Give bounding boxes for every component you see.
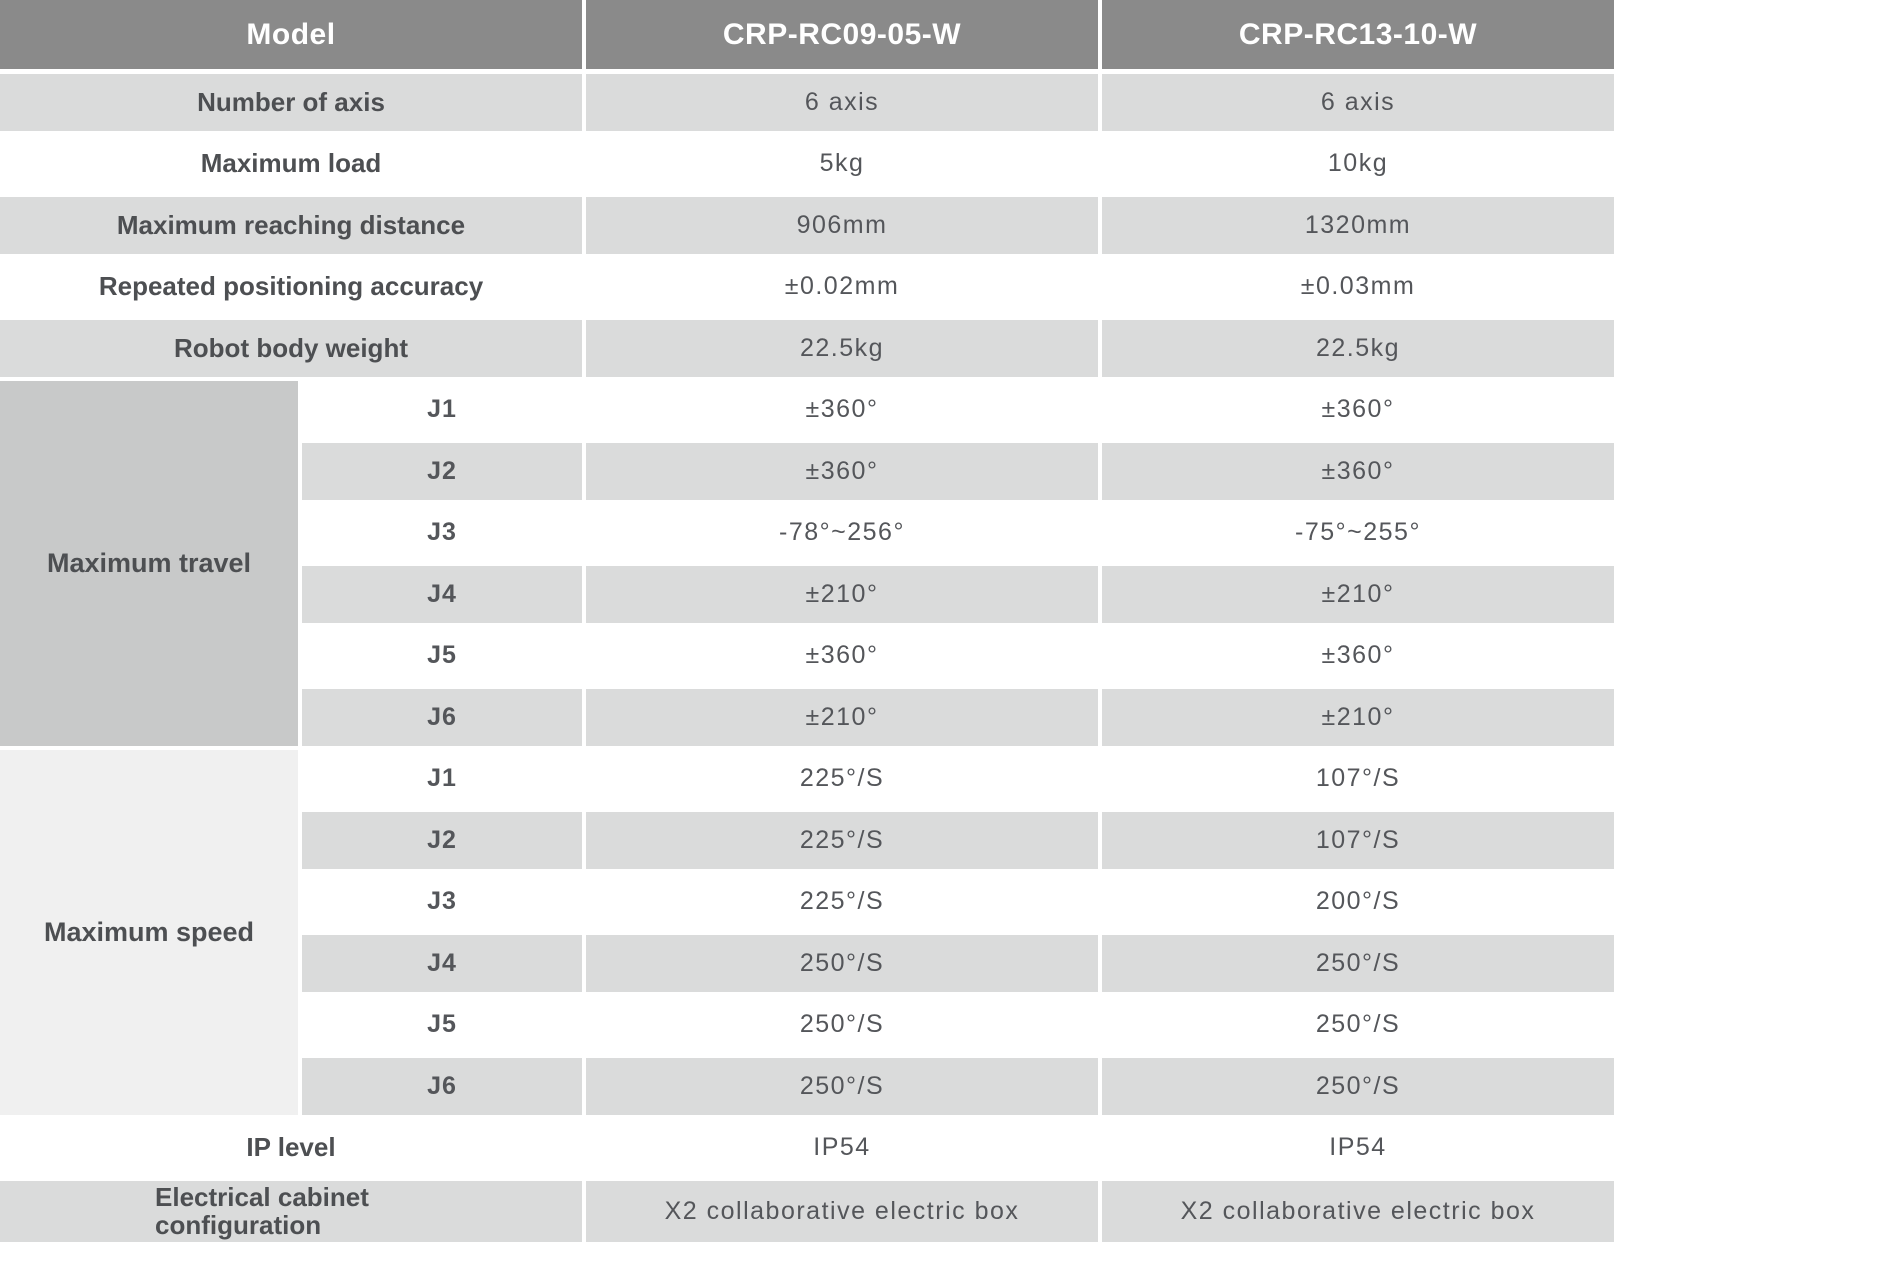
value-ip-level-col2 bbox=[1102, 1119, 1614, 1176]
value-text: ±360° bbox=[1321, 395, 1395, 423]
value-text: 250°/S bbox=[1315, 948, 1401, 977]
joint-label-text: J6 bbox=[427, 1071, 457, 1100]
group-cell-maximum-speed bbox=[0, 750, 298, 1115]
travel-joint-label-j1 bbox=[302, 381, 582, 438]
value-text: X2 collaborative electric box bbox=[1180, 1196, 1536, 1225]
speed-j6-col1 bbox=[586, 1058, 1098, 1115]
row-label-repeated-positioning-accuracy bbox=[0, 258, 582, 315]
row-label-ip-level bbox=[0, 1119, 582, 1176]
travel-j4-col2 bbox=[1102, 566, 1614, 623]
group-label-text: Maximum speed bbox=[43, 916, 255, 947]
value-text: -75°~255° bbox=[1295, 518, 1421, 546]
value-text: ±360° bbox=[805, 641, 879, 669]
row-label-text: Maximum reaching distance bbox=[116, 209, 466, 240]
value-text: ±360° bbox=[1321, 456, 1395, 485]
row-label-text: IP level bbox=[246, 1132, 336, 1162]
value-text: ±210° bbox=[805, 702, 879, 731]
speed-joint-label-j5 bbox=[302, 996, 582, 1053]
value-accuracy-col1 bbox=[586, 258, 1098, 315]
value-reaching-distance-col2 bbox=[1102, 197, 1614, 254]
value-text: 250°/S bbox=[1315, 1010, 1401, 1038]
header-model bbox=[0, 0, 582, 69]
speed-joint-label-j1 bbox=[302, 750, 582, 807]
travel-j4-col1 bbox=[586, 566, 1098, 623]
value-body-weight-col2 bbox=[1102, 320, 1614, 377]
value-electrical-cabinet-col2 bbox=[1102, 1181, 1614, 1242]
speed-joint-label-j6 bbox=[302, 1058, 582, 1115]
travel-joint-label-j2 bbox=[302, 443, 582, 500]
row-label-maximum-reaching-distance bbox=[0, 197, 582, 254]
value-text: IP54 bbox=[813, 1133, 871, 1161]
value-text: 6 axis bbox=[804, 87, 880, 116]
group-label-text: Maximum travel bbox=[46, 547, 252, 578]
value-electrical-cabinet-col1 bbox=[586, 1181, 1098, 1242]
travel-j6-col2 bbox=[1102, 689, 1614, 746]
speed-j1-col1 bbox=[586, 750, 1098, 807]
speed-j4-col2 bbox=[1102, 935, 1614, 992]
joint-label-text: J1 bbox=[427, 764, 457, 792]
value-text: ±0.02mm bbox=[784, 272, 900, 300]
value-text: ±360° bbox=[805, 395, 879, 423]
value-ip-level-col1 bbox=[586, 1119, 1098, 1176]
speed-j3-col2 bbox=[1102, 873, 1614, 930]
header-model-crp-rc09-05-w bbox=[586, 0, 1098, 69]
speed-joint-label-j4 bbox=[302, 935, 582, 992]
value-text: 250°/S bbox=[799, 1071, 885, 1100]
value-text: 225°/S bbox=[799, 887, 885, 915]
value-maximum-load-col2 bbox=[1102, 135, 1614, 192]
header-model-label: Model bbox=[246, 17, 336, 51]
value-text: 906mm bbox=[796, 210, 888, 239]
row-label-number-of-axis bbox=[0, 74, 582, 131]
speed-joint-label-j3 bbox=[302, 873, 582, 930]
header-col1-label: CRP-RC09-05-W bbox=[722, 17, 962, 51]
value-text: ±210° bbox=[805, 579, 879, 608]
joint-label-text: J1 bbox=[427, 395, 457, 423]
speed-j4-col1 bbox=[586, 935, 1098, 992]
value-text: 250°/S bbox=[799, 948, 885, 977]
travel-j5-col1 bbox=[586, 627, 1098, 684]
speed-joint-label-j2 bbox=[302, 812, 582, 869]
row-label-maximum-load bbox=[0, 135, 582, 192]
joint-label-text: J4 bbox=[427, 948, 457, 977]
row-label-text: Maximum load bbox=[200, 148, 382, 178]
value-body-weight-col1 bbox=[586, 320, 1098, 377]
travel-joint-label-j4 bbox=[302, 566, 582, 623]
value-text: 22.5kg bbox=[1315, 333, 1401, 362]
header-col2-label: CRP-RC13-10-W bbox=[1238, 17, 1478, 51]
joint-label-text: J5 bbox=[427, 1010, 457, 1038]
value-text: ±360° bbox=[805, 456, 879, 485]
joint-label-text: J3 bbox=[427, 887, 457, 915]
travel-j1-col1 bbox=[586, 381, 1098, 438]
row-label-electrical-cabinet-configuration bbox=[0, 1181, 582, 1242]
travel-joint-label-j5 bbox=[302, 627, 582, 684]
header-model-crp-rc13-10-w bbox=[1102, 0, 1614, 69]
travel-joint-label-j3 bbox=[302, 504, 582, 561]
travel-j6-col1 bbox=[586, 689, 1098, 746]
row-label-text: Repeated positioning accuracy bbox=[98, 271, 484, 301]
value-number-of-axis-col1 bbox=[586, 74, 1098, 131]
joint-label-text: J6 bbox=[427, 702, 457, 731]
row-label-text: Electrical cabinet configuration bbox=[155, 1181, 369, 1240]
value-text: IP54 bbox=[1329, 1133, 1387, 1161]
value-text: 107°/S bbox=[1315, 764, 1401, 792]
group-cell-maximum-travel bbox=[0, 381, 298, 746]
travel-joint-label-j6 bbox=[302, 689, 582, 746]
value-text: 107°/S bbox=[1315, 825, 1401, 854]
joint-label-text: J3 bbox=[427, 518, 457, 546]
value-text: 250°/S bbox=[799, 1010, 885, 1038]
value-accuracy-col2 bbox=[1102, 258, 1614, 315]
value-text: -78°~256° bbox=[779, 518, 905, 546]
speed-j5-col2 bbox=[1102, 996, 1614, 1053]
value-number-of-axis-col2 bbox=[1102, 74, 1614, 131]
travel-j3-col2 bbox=[1102, 504, 1614, 561]
value-text: ±360° bbox=[1321, 641, 1395, 669]
joint-label-text: J4 bbox=[427, 579, 457, 608]
value-text: 225°/S bbox=[799, 825, 885, 854]
value-text: 5kg bbox=[819, 149, 865, 177]
speed-j6-col2 bbox=[1102, 1058, 1614, 1115]
joint-label-text: J2 bbox=[427, 456, 457, 485]
joint-label-text: J2 bbox=[427, 825, 457, 854]
travel-j2-col2 bbox=[1102, 443, 1614, 500]
travel-j2-col1 bbox=[586, 443, 1098, 500]
value-text: ±210° bbox=[1321, 702, 1395, 731]
value-text: ±210° bbox=[1321, 579, 1395, 608]
value-text: 6 axis bbox=[1320, 87, 1396, 116]
value-text: 22.5kg bbox=[799, 333, 885, 362]
value-text: ±0.03mm bbox=[1300, 272, 1416, 300]
value-text: 10kg bbox=[1327, 149, 1389, 177]
speed-j2-col1 bbox=[586, 812, 1098, 869]
value-text: X2 collaborative electric box bbox=[664, 1196, 1020, 1225]
travel-j5-col2 bbox=[1102, 627, 1614, 684]
joint-label-text: J5 bbox=[427, 641, 457, 669]
value-maximum-load-col1 bbox=[586, 135, 1098, 192]
row-label-text: Number of axis bbox=[197, 86, 385, 117]
value-text: 250°/S bbox=[1315, 1071, 1401, 1100]
travel-j3-col1 bbox=[586, 504, 1098, 561]
speed-j5-col1 bbox=[586, 996, 1098, 1053]
travel-j1-col2 bbox=[1102, 381, 1614, 438]
value-text: 225°/S bbox=[799, 764, 885, 792]
value-text: 1320mm bbox=[1304, 210, 1412, 239]
speed-j2-col2 bbox=[1102, 812, 1614, 869]
row-label-robot-body-weight bbox=[0, 320, 582, 377]
value-text: 200°/S bbox=[1315, 887, 1401, 915]
speed-j3-col1 bbox=[586, 873, 1098, 930]
row-label-text: Robot body weight bbox=[174, 332, 408, 363]
value-reaching-distance-col1 bbox=[586, 197, 1098, 254]
speed-j1-col2 bbox=[1102, 750, 1614, 807]
